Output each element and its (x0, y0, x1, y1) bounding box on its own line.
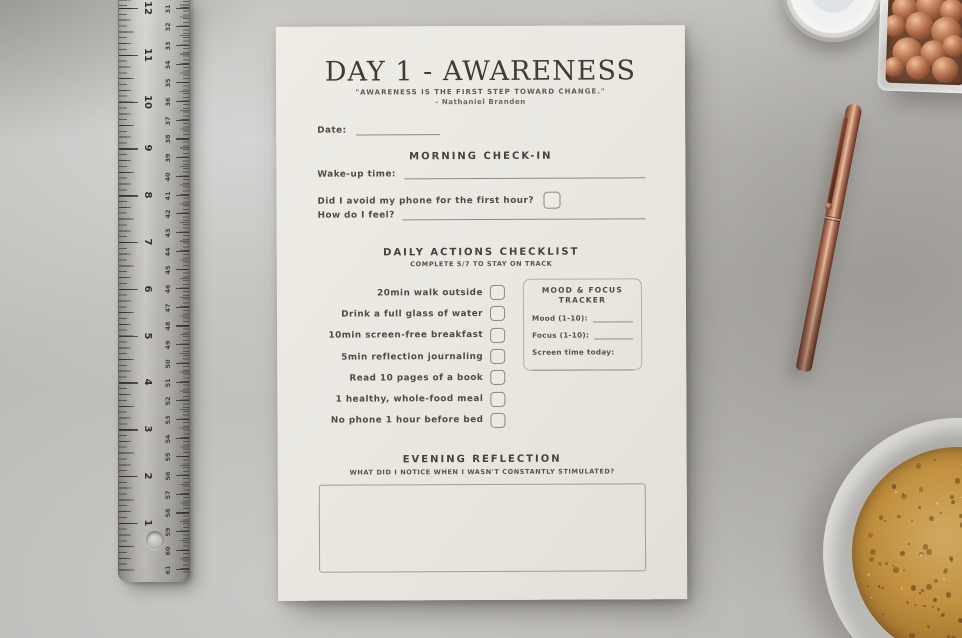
pushpin (932, 56, 959, 83)
evening-subheading: WHAT DID I NOTICE WHEN I WASN'T CONSTANTLY STIMULATED? (349, 467, 615, 477)
copper-pushpins (885, 0, 962, 85)
pushpin (885, 15, 905, 38)
ruler-cm-tick (176, 550, 189, 551)
crema-bubble (951, 500, 955, 504)
crema-bubble (884, 520, 886, 522)
ruler-inch-number: 10 (142, 94, 153, 109)
crema-bubble (892, 484, 897, 489)
ruler-cm-tick (176, 195, 189, 196)
checklist-item-label: 1 healthy, whole-food meal (335, 394, 484, 405)
crema-bubble (870, 549, 876, 555)
crema-bubble (941, 613, 944, 616)
crema-bubble (926, 584, 932, 590)
phone-question-row (317, 192, 561, 210)
focus-blank-line (594, 331, 633, 339)
ruler-cm-number: 52 (164, 396, 172, 406)
screen-time-label: Screen time today: (532, 347, 615, 357)
ruler-inch-tick (119, 195, 138, 196)
ruler-cm-number: 53 (164, 415, 172, 425)
crema-bubble (929, 516, 934, 521)
ruler-inch-tick (119, 523, 138, 524)
ruler-inch-number: 4 (142, 378, 153, 386)
ruler-cm-number: 60 (164, 546, 172, 556)
ruler-cm-tick (176, 232, 189, 233)
ruler-inch-number: 6 (142, 285, 153, 293)
ruler-inch-tick (119, 429, 138, 430)
crema-bubble (923, 605, 925, 607)
checklist-checkbox-3 (490, 349, 505, 364)
focus-row (532, 330, 633, 339)
ruler-inch-tick (119, 476, 138, 477)
ruler-cm-tick (176, 456, 189, 457)
crema-bubble (914, 604, 916, 606)
crema-bubble (919, 592, 921, 594)
checklist-row (277, 303, 505, 325)
ruler-cm-tick (176, 8, 189, 9)
crema-bubble (881, 587, 883, 589)
checklist-checkbox-1 (490, 306, 505, 321)
ruler-cm-tick (176, 475, 189, 476)
feel-row (318, 209, 646, 220)
wake-time-row (317, 168, 645, 179)
crema-bubble (867, 585, 869, 587)
crema-bubble (955, 478, 960, 483)
ruler-cm-tick (176, 307, 189, 308)
focus-label: Focus (1-10): (532, 330, 590, 340)
checklist-checkbox-4 (490, 370, 505, 385)
ruler-cm-tick (176, 531, 189, 532)
ruler-cm-tick (176, 344, 189, 345)
ruler-inch-number: 8 (142, 191, 153, 199)
ruler-cm-number: 47 (164, 303, 172, 313)
crema-bubble (943, 578, 945, 580)
checklist-checkbox-2 (490, 328, 505, 343)
ruler-inch-tick (119, 8, 138, 9)
checklist-item-label: 20min walk outside (377, 287, 483, 299)
ruler-inch-tick (119, 148, 138, 149)
crema-bubble (944, 568, 948, 572)
ruler-inch-number: 2 (142, 472, 153, 480)
phone-question-label: Did I avoid my phone for the first hour? (317, 195, 534, 207)
ruler-cm-tick (176, 569, 189, 570)
ruler-cm-tick (176, 251, 189, 252)
crema-bubble (932, 606, 934, 608)
pushpin (885, 57, 904, 78)
crema-bubble (926, 549, 932, 555)
crema-bubble (918, 506, 921, 509)
ruler-cm-tick (176, 382, 189, 383)
crema-bubble (937, 608, 940, 611)
ruler-cm-number: 54 (164, 434, 172, 444)
crema-bubble (870, 597, 872, 599)
ruler-cm-tick (176, 419, 189, 420)
pushpin (942, 35, 962, 58)
checklist-item-label: No phone 1 hour before bed (330, 415, 484, 427)
crema-bubble (921, 589, 924, 592)
ruler-cm-number: 39 (164, 153, 172, 163)
tracker-heading-line2: TRACKER (558, 295, 607, 305)
ruler-inch-tick (119, 289, 138, 290)
ruler-inch-number: 11 (142, 47, 153, 62)
crema-bubble (869, 557, 874, 562)
ruler-cm-half-ticks (180, 0, 189, 574)
crema-bubble (936, 502, 939, 505)
copper-pen (795, 102, 863, 372)
mood-row (532, 313, 633, 322)
ruler-cm-tick (176, 45, 189, 46)
worksheet-page (276, 25, 688, 601)
crema-bubble (950, 495, 954, 499)
screen-time-row (532, 347, 633, 356)
ruler-cm-number: 48 (164, 321, 172, 331)
ruler-cm-number: 50 (164, 359, 172, 369)
ruler-cm-number: 56 (164, 471, 172, 481)
crema-bubble (901, 587, 904, 590)
wake-time-label: Wake-up time: (317, 169, 396, 180)
crema-bubble (927, 625, 929, 627)
ruler-inch-tick (119, 382, 138, 383)
date-blank-line (357, 125, 441, 135)
mood-blank-line (593, 314, 633, 322)
crema-bubble (920, 554, 923, 557)
ruler-cm-tick (176, 138, 189, 139)
crema-bubble (919, 487, 923, 491)
evening-heading: EVENING REFLECTION (402, 453, 562, 466)
ruler-cm-tick (176, 26, 189, 27)
ruler-cm-tick (176, 82, 189, 83)
ruler-cm-number: 36 (164, 97, 172, 107)
ruler-cm-number: 61 (164, 564, 172, 575)
ruler-inch-tick (119, 242, 138, 243)
ruler-cm-number: 37 (164, 116, 172, 126)
ruler-inch-number: 12 (142, 1, 153, 15)
crema-bubble (940, 512, 942, 514)
crema-bubble (897, 515, 901, 519)
ruler-cm-number: 43 (164, 228, 172, 238)
ruler-inch-half-ticks (119, 0, 134, 574)
ruler-cm-number: 46 (164, 284, 172, 294)
crema-bubble (878, 585, 880, 587)
coffee-glass (823, 418, 962, 638)
page-title: DAY 1 - AWARENESS (324, 55, 637, 88)
reflection-writing-box (319, 483, 646, 572)
checklist-row (277, 324, 505, 346)
crema-bubble (885, 562, 888, 565)
checklist-row (277, 367, 505, 389)
ruler-cm-number: 49 (164, 340, 172, 350)
crema-bubble (895, 491, 897, 493)
ruler-cm-number: 31 (164, 3, 172, 14)
ruler-cm-number: 57 (164, 490, 172, 500)
crema-bubble (868, 533, 873, 538)
checklist-item-label: Read 10 pages of a book (349, 372, 484, 384)
ruler-cm-number: 58 (164, 508, 172, 518)
ruler-cm-number: 35 (164, 78, 172, 88)
crema-bubble (933, 598, 937, 602)
ruler-inch-number: 1 (142, 519, 153, 527)
crema-bubble (916, 463, 922, 469)
phone-checkbox (544, 192, 561, 209)
checklist-item-label: 10min screen-free breakfast (328, 330, 484, 341)
crema-bubble (903, 569, 905, 571)
crema-bubble (867, 573, 870, 576)
crema-bubble (893, 567, 899, 573)
crema-bubble (934, 579, 938, 583)
feel-blank-line (403, 209, 646, 220)
checklist-subheading: COMPLETE 5/7 TO STAY ON TRACK (410, 259, 553, 269)
ruler-cm-number: 33 (164, 41, 172, 51)
checklist-row (277, 410, 505, 432)
crema-bubble (911, 520, 914, 523)
ruler-inch-tick (119, 55, 138, 56)
ruler-cm-number: 55 (164, 452, 172, 462)
ruler-cm-number: 42 (164, 209, 172, 219)
crema-bubble (950, 558, 953, 561)
crema-bubble (956, 615, 957, 616)
crema-bubble (946, 592, 952, 598)
ruler-cm-tick (176, 157, 189, 158)
metal-ruler (118, 0, 190, 582)
checklist-row (277, 346, 505, 368)
ruler-cm-tick (176, 101, 189, 102)
ruler-cm-tick (176, 438, 189, 439)
date-label: Date: (317, 125, 347, 136)
ruler-cm-number: 59 (164, 527, 172, 537)
feel-label: How do I feel? (317, 210, 395, 221)
ruler-cm-tick (176, 213, 189, 214)
ruler-cm-tick (176, 120, 189, 121)
screen-time-blank-line (532, 361, 633, 370)
ruler-cm-tick (176, 400, 189, 401)
pen-body (795, 102, 863, 372)
quote-author: - Nathaniel Branden (435, 97, 526, 107)
ruler-cm-tick (176, 176, 189, 177)
ruler-inch-number: 7 (142, 238, 153, 246)
ruler-cm-number: 45 (164, 265, 172, 275)
crema-bubble (865, 565, 867, 567)
ruler-cm-tick (176, 494, 189, 495)
ruler-inch-number: 5 (142, 332, 153, 340)
ruler-inch-number: 9 (142, 144, 153, 152)
ruler-cm-tick (176, 288, 189, 289)
crema-bubble (911, 585, 917, 591)
ruler-cm-number: 34 (164, 60, 172, 70)
crema-bubble (906, 601, 909, 604)
crema-bubble (947, 635, 950, 638)
crema-bubble (879, 515, 883, 519)
ruler-cm-tick (176, 64, 189, 65)
crema-bubble (882, 613, 884, 615)
mood-focus-tracker-box (523, 278, 642, 371)
ruler-cm-tick (176, 363, 189, 364)
checklist-checkbox-0 (490, 285, 505, 300)
date-row (317, 124, 645, 135)
morning-heading: MORNING CHECK-IN (409, 150, 553, 163)
checklist-row (277, 282, 505, 304)
crema-bubble (900, 551, 905, 556)
wake-time-blank-line (404, 168, 645, 179)
ruler-cm-tick (176, 325, 189, 326)
daily-checklist (277, 282, 506, 432)
crema-bubble (878, 562, 882, 566)
checklist-heading: DAILY ACTIONS CHECKLIST (383, 246, 580, 259)
ruler-cm-number: 32 (164, 22, 172, 32)
checklist-item-label: 5min reflection journaling (341, 351, 484, 363)
checklist-row (277, 388, 505, 410)
crema-bubble (909, 633, 915, 638)
mood-label: Mood (1-10): (532, 313, 588, 323)
ruler-cm-number: 38 (164, 134, 172, 144)
ruler-inch-tick (119, 336, 138, 337)
ruler-cm-number: 41 (164, 190, 172, 201)
crema-bubble (959, 497, 960, 498)
checklist-item-label: Drink a full glass of water (341, 308, 484, 320)
pushpin-jar (877, 0, 962, 94)
pushpin (905, 11, 934, 40)
ruler-inch-number: 3 (142, 425, 153, 433)
ruler-inch-tick (119, 102, 138, 103)
ruler-cm-number: 40 (164, 172, 172, 182)
pushpin (906, 55, 931, 80)
crema-bubble (908, 543, 910, 545)
crema-bubble (934, 459, 936, 461)
ruler-cm-number: 44 (164, 247, 172, 257)
jar-lid (781, 0, 885, 42)
ruler-cm-tick (176, 269, 189, 270)
quote-text: "AWARENESS IS THE FIRST STEP TOWARD CHANGE." (355, 87, 606, 97)
ruler-cm-tick (176, 512, 189, 513)
ruler-cm-number: 51 (164, 377, 172, 388)
checklist-checkbox-6 (490, 413, 505, 428)
checklist-checkbox-5 (490, 392, 505, 407)
tracker-heading-line1: MOOD & FOCUS (541, 285, 623, 295)
